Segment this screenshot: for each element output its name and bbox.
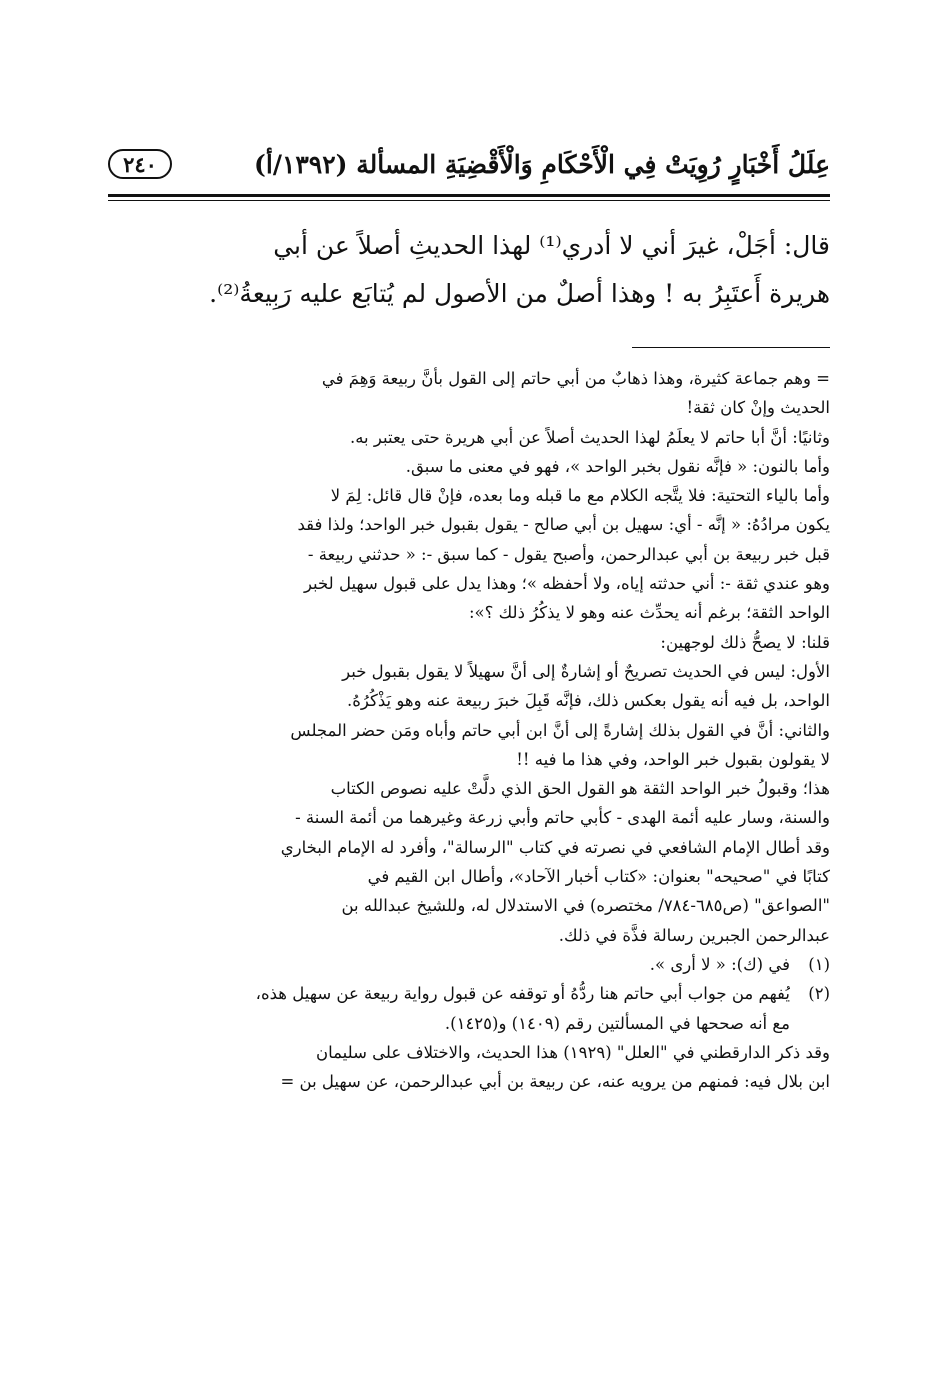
footnote-line: = وهم جماعة كثيرة، وهذا ذهابٌ من أبي حاتم إلى القول بأنَّ ربيعة وَهِمَ في	[321, 369, 830, 388]
footnote-line: الواحد، بل فيه أنه يقول بعكس ذلك، فإنَّه قَبِلَ خبرَ ربيعة عنه وهو يَذْكُرُهُ.	[347, 691, 830, 711]
footnote-line: عبدالرحمن الجبرين رسالة فذَّة في ذلك.	[558, 925, 830, 945]
footnote-line: كتابًا في "صحيحه" بعنوان: «كتاب أخبار الآحاد»، وأطال ابن القيم في	[367, 867, 830, 887]
footnote-line: وهو عندي ثقة -: أني حدثته إياه، ولا أحفظه »؛ وهذا يدل على قبول سهيل لخبر	[303, 574, 830, 594]
footnote-line: قلنا: لا يصحُّ ذلك لوجهين:	[660, 632, 830, 652]
footnote-separator	[632, 347, 830, 348]
main-text	[108, 222, 830, 318]
footnote-line: يكون مرادُهُ: « إنَّه - أي: سهيل بن أبي صالح - يقول بقبول خبر الواحد؛ ولذا فقد	[297, 515, 830, 535]
footnote-line: وأما بالنون: « فإنَّه نقول بخبر الواحد »، فهو في معنى ما سبق.	[405, 456, 830, 476]
footnote-body	[108, 950, 790, 979]
footnote-body	[108, 979, 790, 1038]
footnote-line: يُفهم من جواب أبي حاتم هنا ردُّهُ أو توقفه عن قبول رواية ربيعة عن سهيل هذه،	[255, 984, 790, 1004]
footnote-line: الواحد الثقة؛ برغم أنه يحدِّث عنه وهو لا يذكُرُ ذلك ؟»:	[468, 603, 830, 623]
footnotes	[108, 364, 830, 1096]
footnote-line: وقد أطال الإمام الشافعي في نصرته في كتاب "الرسالة"، وأفرد له الإمام البخاري	[280, 837, 830, 857]
footnote-line: ابن بلال فيه: فمنهم من يرويه عنه، عن ربيعة بن أبي عبدالرحمن، عن سهيل بن =	[280, 1072, 830, 1092]
footnote-line: والسنة، وسار عليه أئمة الهدى - كأبي حاتم وأبي زرعة وغيرهما من أئمة السنة -	[295, 808, 830, 828]
page-header	[108, 140, 830, 188]
footnote-line: لا يقولون بقبول خبر الواحد، وفي هذا ما فيه !!	[516, 749, 830, 769]
footnote-line: "الصواعق" (ص٦٨٥-٧٨٤/ مختصره) في الاستدلال له، وللشيخ عبدالله بن	[341, 896, 830, 916]
main-text-line: قال: أجَلْ، غيرَ أني لا أدري⁽¹⁾ لهذا الحديثِ أصلاً عن أبي	[273, 231, 830, 260]
footnote-line: في (ك): « لا أرى ».	[649, 954, 790, 974]
page-number-badge: ٢٤٠	[108, 149, 172, 179]
running-title: عِلَلُ أَخْبَارٍ رُوِيَتْ فِي الْأَحْكَامِ وَالْأَقْضِيَةِ المسألة (١٣٩٢/أ)	[254, 149, 830, 179]
footnote-line: الحديث وإنْ كان ثقة!	[686, 398, 830, 418]
footnote-line: الأول: ليس في الحديث تصريحٌ أو إشارةٌ إلى أنَّ سهيلاً لا يقول بقبول خبر	[342, 661, 830, 681]
footnote-number: (١)	[808, 954, 830, 974]
footnote-line: هذا؛ وقبولُ خبر الواحد الثقة هو القول الحق الذي دلَّتْ عليه نصوص الكتاب	[330, 779, 830, 799]
main-text-line: هريرة أَعتَبِرُ به ! وهذا أصلٌ من الأصول لم يُتابَع عليه رَبِيعةُ⁽²⁾.	[209, 279, 830, 308]
header-rule-thin	[108, 200, 830, 201]
footnote-line: وثانيًا: أنَّ أبا حاتم لا يعلَمُ لهذا الحديث أصلاً عن أبي هريرة حتى يعتبر به.	[349, 427, 830, 447]
footnote-line: قبل خبر ربيعة بن أبي عبدالرحمن، وأصبح يقول - كما سبق -: « حدثني ربيعة -	[307, 544, 830, 564]
footnote-number: (٢)	[808, 984, 830, 1004]
footnote-line: مع أنه صححها في المسألتين رقم (١٤٠٩) و(١٤٢٥).	[444, 1013, 790, 1033]
footnote-1	[108, 950, 830, 979]
footnote-line: وأما بالياء التحتية: فلا يتَّجه الكلام مع ما قبله وما بعده، فإنْ قال قائل: لِمَ لا	[330, 486, 830, 506]
footnote-2	[108, 979, 830, 1038]
header-rule-thick	[108, 194, 830, 197]
footnote-line: وقد ذكر الدارقطني في "العلل" (١٩٢٩) هذا الحديث، والاختلاف على سليمان	[315, 1042, 830, 1062]
footnote-line: والثاني: أنَّ في القول بذلك إشارةً إلى أنَّ ابن أبي حاتم وأباه ومَن حضر المجلس	[290, 720, 830, 740]
